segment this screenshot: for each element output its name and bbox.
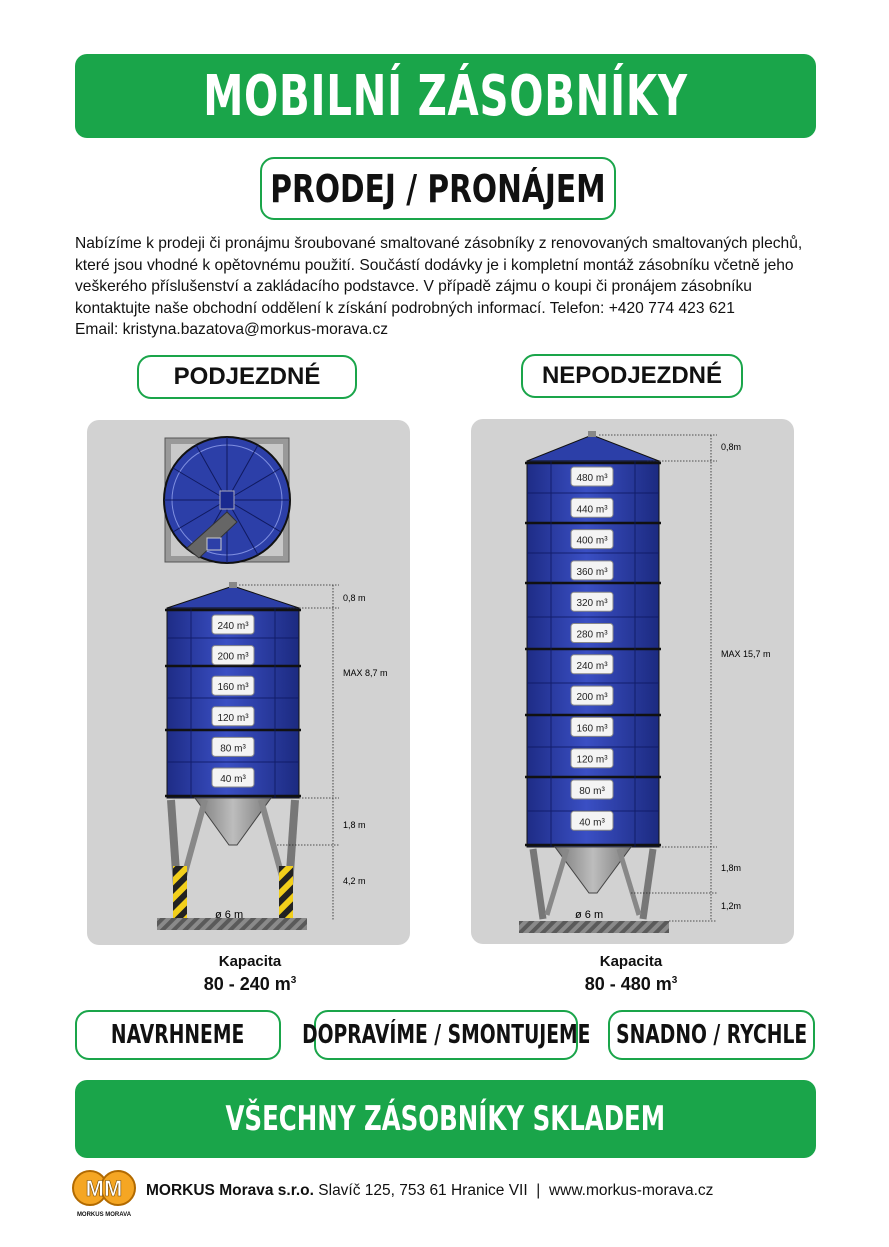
capacity-left bbox=[150, 953, 350, 995]
left-level-label: 160 m³ bbox=[217, 682, 249, 694]
feature-dopravime bbox=[301, 1010, 591, 1060]
dim-max-right: MAX 15,7 m bbox=[721, 649, 771, 659]
title-banner bbox=[75, 54, 816, 138]
diameter-left: ø 6 m bbox=[215, 909, 244, 921]
diameter-right: ø 6 m bbox=[575, 909, 604, 921]
footer-separator: | bbox=[536, 1182, 541, 1199]
right-level-label: 40 m³ bbox=[579, 817, 605, 829]
right-level-label: 440 m³ bbox=[576, 504, 608, 516]
company-address: Slavíč 125, 753 61 Hranice VII bbox=[318, 1182, 528, 1199]
dim-cone-left: 1,8 m bbox=[343, 820, 366, 830]
right-level-label: 360 m³ bbox=[576, 566, 608, 578]
logo-caption: MORKUS MORAVA bbox=[76, 1212, 132, 1218]
top-view bbox=[164, 437, 290, 563]
heading-nepodjezdne bbox=[521, 354, 743, 398]
dim-cone-right: 1,8m bbox=[721, 863, 742, 873]
feature-label: DOPRAVÍME / SMONTUJEME bbox=[301, 1020, 591, 1050]
footer-text bbox=[146, 1182, 713, 1200]
capacity-right-value: 80 - 480 $m^3$ bbox=[584, 974, 678, 994]
capacity-left-value: 80 - 240 $m^3$ bbox=[203, 974, 297, 994]
feature-label: NAVRHNEME bbox=[111, 1020, 245, 1050]
left-level-label: 80 m³ bbox=[220, 743, 246, 755]
silo-panel-right bbox=[471, 419, 794, 944]
feature-snadno bbox=[608, 1010, 815, 1060]
dim-roof-right: 0,8m bbox=[721, 442, 742, 452]
stock-banner bbox=[75, 1080, 816, 1158]
intro-paragraph: Nabízíme k prodeji či pronájmu šroubované smaltované zásobníky z renovovaných smaltovaných plechů, které jsou vhodné k opětovnému použití. Součástí dodávky je i kompletní montáž zásobníku včetně jeho veškerého příslušenství a zakládacího podstavce. V případě zájmu o koupi či pronájem zásobníku kontaktujte naše obchodní oddělení k získání podrobných informací. Telefon: +420 774 423 621 bbox=[75, 235, 803, 317]
left-level-label: 40 m³ bbox=[220, 774, 246, 785]
contact-email: Email: kristyna.bazatova@morkus-morava.cz bbox=[75, 321, 389, 339]
intro-text bbox=[75, 233, 820, 341]
right-level-label: 280 m³ bbox=[576, 629, 608, 641]
dim-max-left: MAX 8,7 m bbox=[343, 668, 388, 678]
left-level-label: 120 m³ bbox=[217, 712, 249, 724]
capacity-right bbox=[531, 953, 731, 995]
silo-panel-left bbox=[87, 420, 410, 945]
capacity-left-label: Kapacita bbox=[218, 953, 282, 970]
stock-banner-label: VŠECHNY ZÁSOBNÍKY SKLADEM bbox=[225, 1099, 666, 1139]
silo-drawing-left bbox=[87, 420, 410, 945]
dim-legs-left: 4,2 m bbox=[343, 876, 366, 886]
right-level-label: 160 m³ bbox=[576, 723, 608, 735]
capacity-right-label: Kapacita bbox=[599, 953, 663, 970]
right-level-label: 80 m³ bbox=[579, 786, 605, 797]
dim-legs-right: 1,2m bbox=[721, 901, 742, 911]
feature-navrhneme bbox=[75, 1010, 281, 1060]
company-website[interactable]: www.morkus-morava.cz bbox=[548, 1182, 714, 1199]
heading-podjezdne bbox=[137, 355, 357, 399]
logo-letters: MM bbox=[85, 1176, 123, 1201]
left-level-label: 240 m³ bbox=[217, 621, 249, 632]
right-level-label: 320 m³ bbox=[576, 598, 608, 610]
right-level-label: 480 m³ bbox=[576, 473, 608, 484]
subtitle-box bbox=[260, 157, 616, 220]
right-level-label: 240 m³ bbox=[576, 660, 608, 672]
page-title: MOBILNÍ ZÁSOBNÍKY bbox=[203, 63, 688, 129]
right-level-label: 400 m³ bbox=[576, 535, 608, 547]
heading-nepodjezdne-label: NEPODJEZDNÉ bbox=[541, 362, 723, 389]
company-logo bbox=[70, 1168, 142, 1220]
page-subtitle: PRODEJ / PRONÁJEM bbox=[270, 166, 606, 211]
silo-drawing-right bbox=[471, 419, 794, 944]
left-level-label: 200 m³ bbox=[217, 651, 249, 663]
right-level-label: 120 m³ bbox=[576, 754, 608, 766]
company-name: MORKUS Morava s.r.o. bbox=[146, 1182, 314, 1199]
dim-roof-left: 0,8 m bbox=[343, 593, 366, 603]
feature-label: SNADNO / RYCHLE bbox=[615, 1020, 808, 1050]
right-level-label: 200 m³ bbox=[576, 692, 608, 704]
footer bbox=[70, 1168, 820, 1220]
heading-podjezdne-label: PODJEZDNÉ bbox=[173, 363, 321, 390]
